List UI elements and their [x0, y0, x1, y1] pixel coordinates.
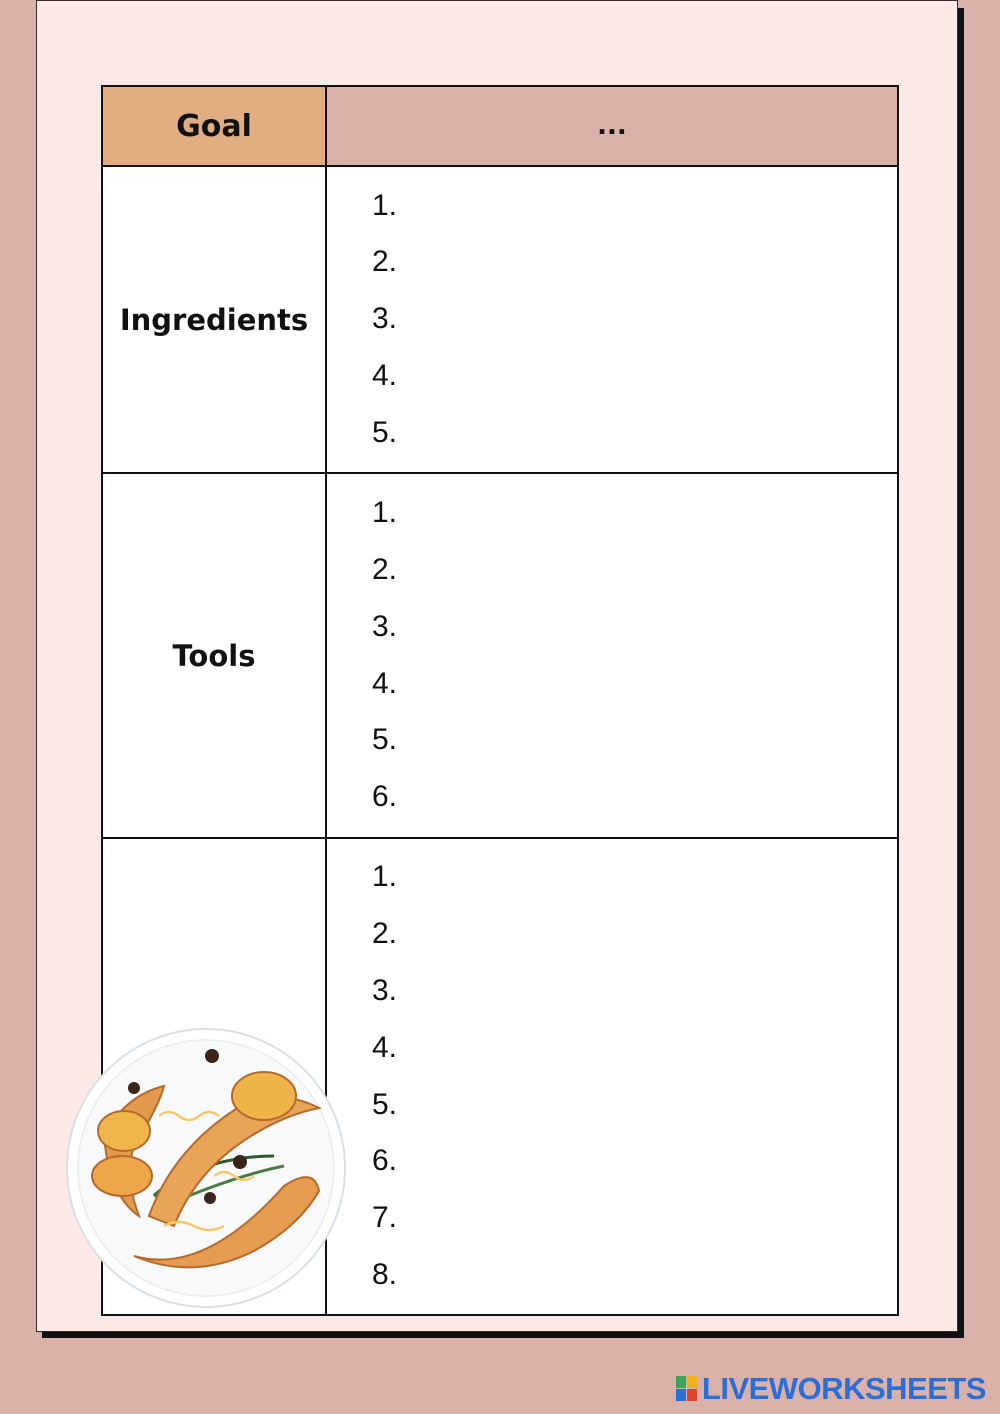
list-item[interactable]: 6. — [371, 780, 397, 814]
list-item[interactable]: 2. — [371, 245, 397, 279]
ingredients-label-cell — [102, 166, 326, 473]
goal-value-cell[interactable] — [326, 86, 898, 166]
steps-list-cell[interactable] — [326, 838, 898, 1315]
tools-label: Tools — [172, 638, 256, 673]
list-item[interactable]: 2. — [371, 552, 397, 586]
goal-row — [102, 86, 898, 166]
list-item[interactable]: 1. — [371, 496, 397, 530]
ingredients-label: Ingredients — [119, 302, 309, 337]
liveworksheets-logo[interactable] — [676, 1371, 986, 1407]
logo-icon — [676, 1376, 698, 1402]
list-item[interactable]: 3. — [371, 973, 397, 1007]
list-item[interactable]: 2. — [371, 917, 397, 951]
list-item[interactable]: 7. — [371, 1201, 397, 1235]
ingredients-row — [102, 166, 898, 473]
list-item[interactable]: 4. — [371, 1030, 397, 1064]
list-item[interactable]: 5. — [371, 1087, 397, 1121]
list-item[interactable]: 3. — [371, 302, 397, 336]
tools-label-cell — [102, 473, 326, 838]
list-item[interactable]: 8. — [371, 1257, 397, 1291]
list-item[interactable]: 4. — [371, 666, 397, 700]
list-item[interactable]: 5. — [371, 415, 397, 449]
tools-list — [327, 485, 897, 826]
tools-row — [102, 473, 898, 838]
goal-label-cell — [102, 86, 326, 166]
list-item[interactable]: 5. — [371, 723, 397, 757]
list-item[interactable]: 1. — [371, 188, 397, 222]
list-item[interactable]: 4. — [371, 358, 397, 392]
ingredients-list — [327, 178, 897, 462]
goal-value: ... — [597, 111, 627, 141]
brand-name: LIVEWORKSHEETS — [701, 1371, 986, 1406]
steps-list — [327, 849, 897, 1303]
list-item[interactable]: 3. — [371, 609, 397, 643]
tools-list-cell[interactable] — [326, 473, 898, 838]
list-item[interactable]: 6. — [371, 1144, 397, 1178]
goal-label: Goal — [176, 108, 252, 144]
list-item[interactable]: 1. — [371, 860, 397, 894]
fried-banana-plate-illustration — [64, 1026, 348, 1310]
ingredients-list-cell[interactable] — [326, 166, 898, 473]
